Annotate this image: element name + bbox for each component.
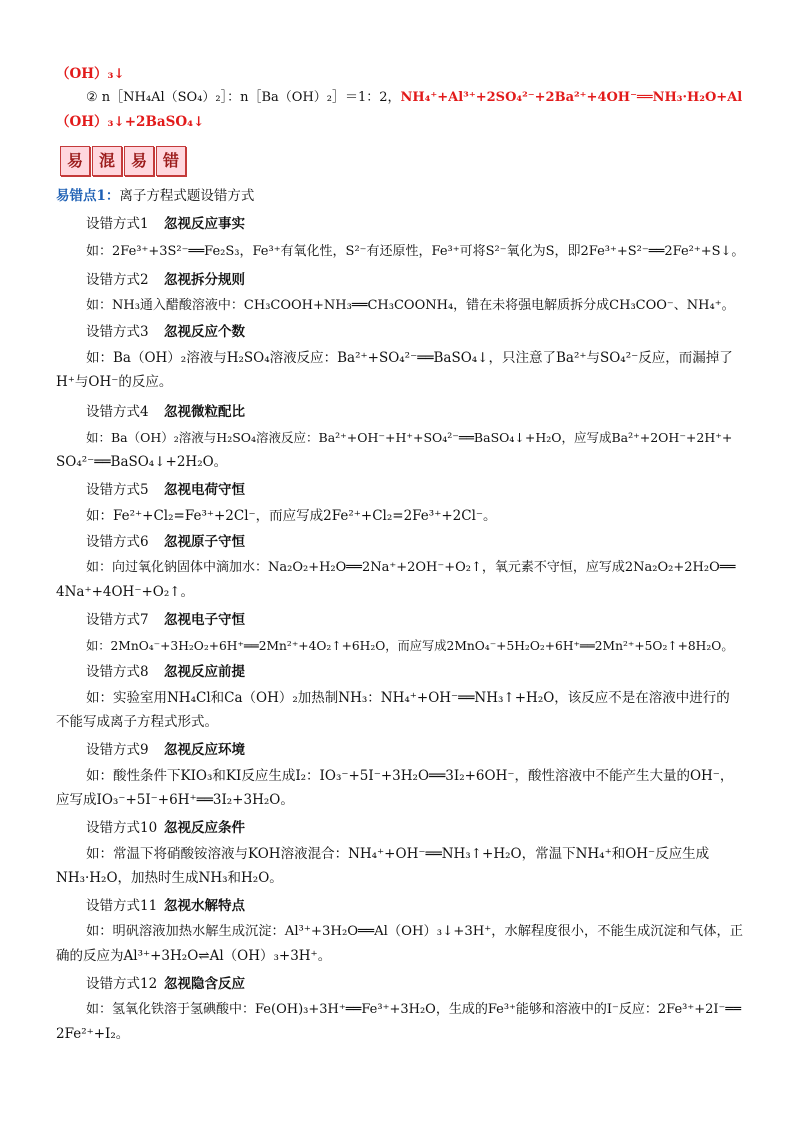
error-item-title: 忽视反应前提 xyxy=(164,664,245,680)
error-item-text: 如：2MnO₄⁻+3H₂O₂+6H⁺══2Mn²⁺+4O₂↑+6H₂O，而应写成2MnO₄⁻+5H₂O₂+6H⁺══2Mn²⁺+5O₂↑+8H₂O。 xyxy=(86,639,734,653)
badge-char-1: 易 xyxy=(60,146,90,176)
error-item-title: 忽视反应条件 xyxy=(164,820,245,836)
error-item-tag: 设错方式2 xyxy=(86,272,149,288)
error-item-tag: 设错方式7 xyxy=(86,612,149,628)
error-item-heading xyxy=(86,270,744,290)
error-item-text: 如：Ba（OH）₂溶液与H₂SO₄溶液反应：Ba²⁺+OH⁻+H⁺+SO₄²⁻══BaSO₄↓+H₂O，应写成Ba²⁺+2OH⁻+2H⁺+ xyxy=(86,430,733,445)
error-item-tag: 设错方式8 xyxy=(86,664,149,680)
error-item-tag: 设错方式11 xyxy=(86,898,158,914)
error-item-text: 确的反应为Al³⁺+3H₂O⇌Al（OH）₃+3H⁺。 xyxy=(56,948,332,964)
badge-char-3: 易 xyxy=(124,146,154,176)
equation-tail-1: （OH）₃↓ xyxy=(56,66,125,82)
badge-char-2: 混 xyxy=(92,146,122,176)
error-item-title: 忽视电子守恒 xyxy=(164,612,245,628)
error-item-heading xyxy=(86,818,744,838)
error-item-heading xyxy=(86,532,744,552)
error-item-text: 如：Fe²⁺+Cl₂=Fe³⁺+2Cl⁻，而应写成2Fe²⁺+Cl₂=2Fe³⁺+2Cl⁻。 xyxy=(86,508,497,524)
error-item-tag: 设错方式4 xyxy=(86,404,149,420)
error-item-heading xyxy=(86,974,744,994)
error-item-text: 如：明矾溶液加热水解生成沉淀：Al³⁺+3H₂O══Al（OH）₃↓+3H⁺，水解程度很小，不能生成沉淀和气体，正 xyxy=(86,924,744,939)
error-item-text: 4Na⁺+4OH⁻+O₂↑。 xyxy=(56,584,195,600)
error-item-title: 忽视反应个数 xyxy=(164,324,245,340)
error-item-heading xyxy=(86,322,744,342)
yi-hun-yi-cuo-badge xyxy=(60,146,186,176)
equation-tail-2: （OH）₃↓+2BaSO₄↓ xyxy=(56,114,205,130)
error-item-heading xyxy=(86,610,744,630)
error-item-text: 如：NH₃通入醋酸溶液中：CH₃COOH+NH₃══CH₃COONH₄，错在未将强电解质拆分成CH₃COO⁻、NH₄⁺。 xyxy=(86,298,735,313)
error-item-text: H⁺与OH⁻的反应。 xyxy=(56,374,173,390)
error-item-text: 如：2Fe³⁺+3S²⁻══Fe₂S₃，Fe³⁺有氧化性，S²⁻有还原性，Fe³⁺可将S²⁻氧化为S，即2Fe³⁺+S²⁻══2Fe²⁺+S↓。 xyxy=(86,244,745,259)
error-item-text: 如：Ba（OH）₂溶液与H₂SO₄溶液反应：Ba²⁺+SO₄²⁻══BaSO₄↓，只注意了Ba²⁺与SO₄²⁻反应，而漏掉了 xyxy=(86,350,733,366)
error-item-title: 忽视原子守恒 xyxy=(164,534,245,550)
error-item-title: 忽视微粒配比 xyxy=(164,404,245,420)
error-item-heading xyxy=(86,402,744,422)
error-item-heading xyxy=(86,480,744,500)
ionic-equation: NH₄⁺+Al³⁺+2SO₄²⁻+2Ba²⁺+4OH⁻══NH₃·H₂O+Al xyxy=(400,90,743,105)
error-item-text: 如：常温下将硝酸铵溶液与KOH溶液混合：NH₄⁺+OH⁻══NH₃↑+H₂O，常温下NH₄⁺和OH⁻反应生成 xyxy=(86,846,710,862)
error-item-title: 忽视反应环境 xyxy=(164,742,245,758)
error-item-tag: 设错方式5 xyxy=(86,482,149,498)
error-item-tag: 设错方式6 xyxy=(86,534,149,550)
error-point-heading xyxy=(56,186,744,206)
badge-char-4: 错 xyxy=(156,146,186,176)
ratio-condition: ② n［NH₄Al（SO₄）₂］：n［Ba（OH）₂］＝1：2， xyxy=(86,90,401,105)
error-item-text: 应写成IO₃⁻+5I⁻+6H⁺══3I₂+3H₂O。 xyxy=(56,792,294,808)
error-item-text: NH₃·H₂O，加热时生成NH₃和H₂O。 xyxy=(56,870,283,886)
error-item-tag: 设错方式1 xyxy=(86,216,149,232)
error-item-tag: 设错方式12 xyxy=(86,976,158,992)
error-item-heading xyxy=(86,214,744,234)
error-item-tag: 设错方式9 xyxy=(86,742,149,758)
error-item-text: 如：氢氧化铁溶于氢碘酸中：Fe(OH)₃+3H⁺══Fe³⁺+3H₂O，生成的Fe³⁺能够和溶液中的I⁻反应：2Fe³⁺+2I⁻══ xyxy=(86,1002,742,1017)
error-item-tag: 设错方式10 xyxy=(86,820,158,836)
error-item-heading xyxy=(86,740,744,760)
error-item-title: 忽视水解特点 xyxy=(164,898,245,914)
error-item-text: SO₄²⁻══BaSO₄↓+2H₂O。 xyxy=(56,454,228,470)
error-item-title: 忽视反应事实 xyxy=(164,216,245,232)
error-item-tag: 设错方式3 xyxy=(86,324,149,340)
error-item-text: 如：向过氧化钠固体中滴加水：Na₂O₂+H₂O══2Na⁺+2OH⁻+O₂↑，氧元素不守恒，应写成2Na₂O₂+2H₂O══ xyxy=(86,560,736,575)
error-item-title: 忽视拆分规则 xyxy=(164,272,245,288)
error-item-heading xyxy=(86,896,744,916)
error-item-text: 如：酸性条件下KIO₃和KI反应生成I₂：IO₃⁻+5I⁻+3H₂O══3I₂+6OH⁻，酸性溶液中不能产生大量的OH⁻， xyxy=(86,768,734,784)
error-point-text: 离子方程式题设错方式 xyxy=(119,188,255,204)
error-item-text: 2Fe²⁺+I₂。 xyxy=(56,1026,130,1042)
error-item-heading xyxy=(86,662,744,682)
error-point-label: 易错点1： xyxy=(56,188,120,204)
error-item-text: 如：实验室用NH₄Cl和Ca（OH）₂加热制NH₃：NH₄⁺+OH⁻══NH₃↑+H₂O，该反应不是在溶液中进行的 xyxy=(86,690,730,706)
error-item-text: 不能写成离子方程式形式。 xyxy=(56,714,218,730)
error-item-title: 忽视电荷守恒 xyxy=(164,482,245,498)
equation-line-2 xyxy=(86,88,744,108)
error-item-title: 忽视隐含反应 xyxy=(164,976,245,992)
